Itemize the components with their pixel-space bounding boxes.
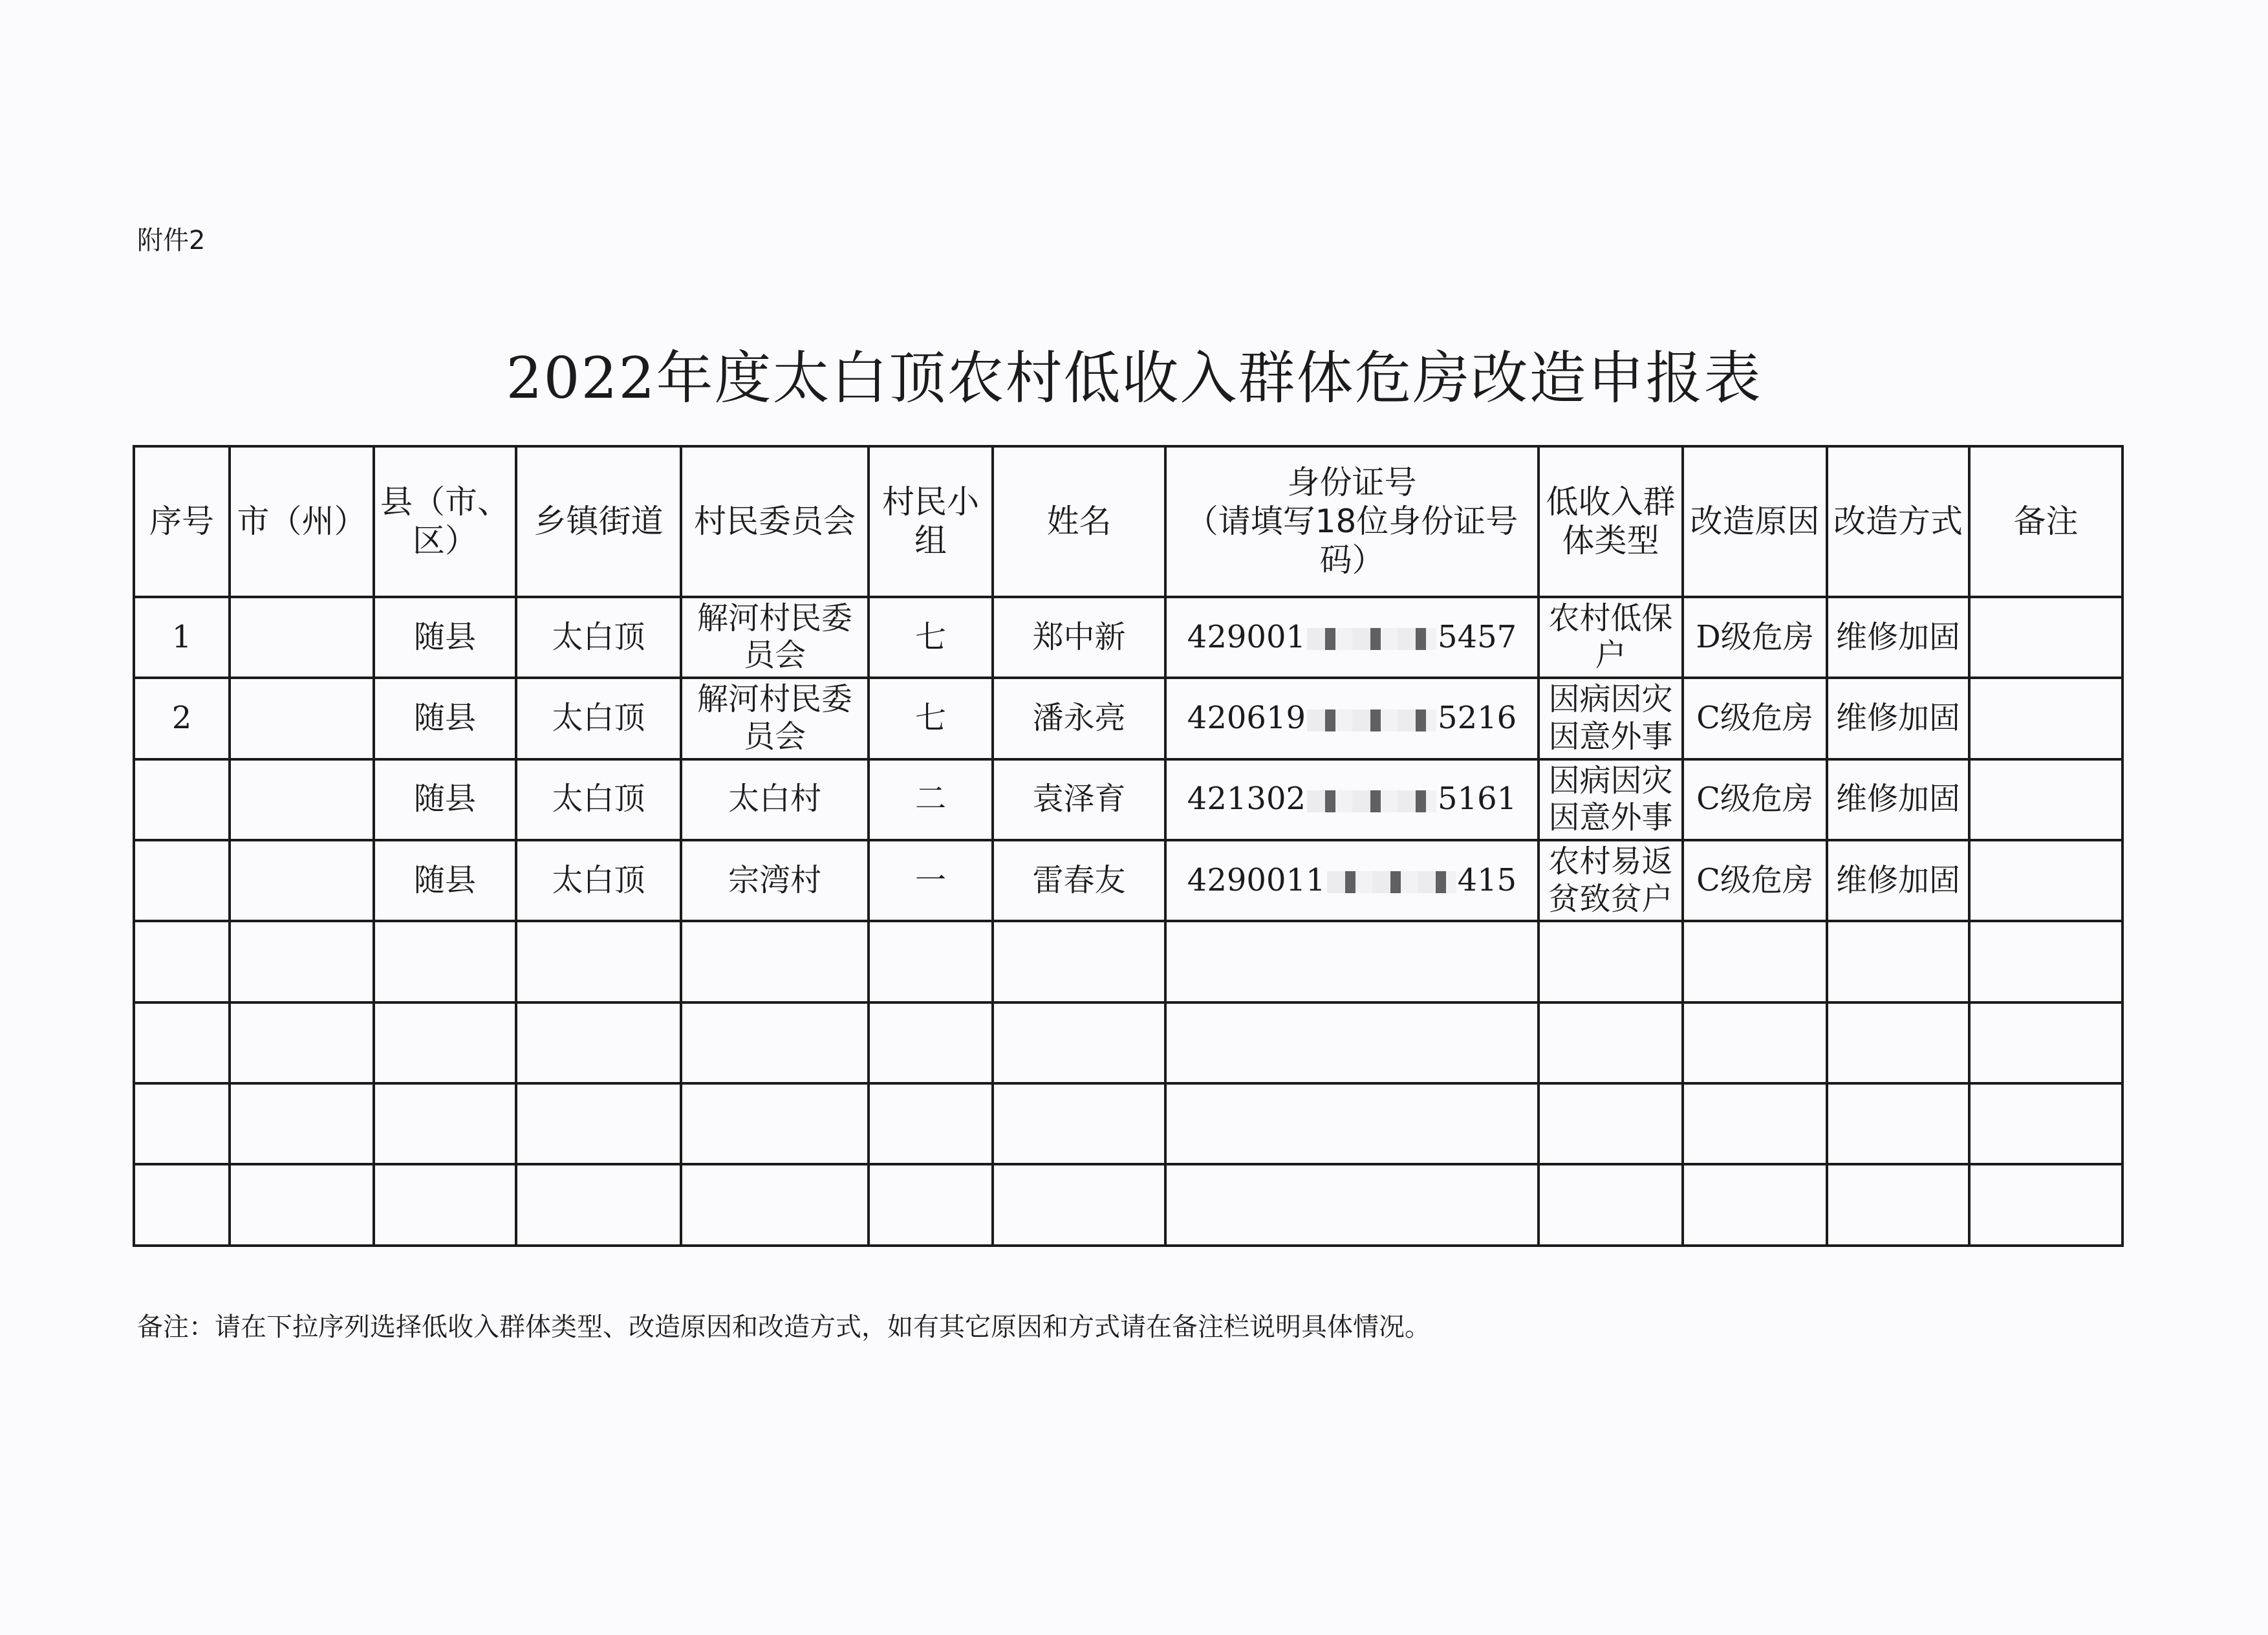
id-prefix: 421302 (1187, 781, 1306, 817)
cell-group: 二 (869, 759, 993, 840)
cell-group: 七 (869, 678, 993, 759)
cell-seq (134, 840, 230, 921)
table-header-row (134, 446, 2122, 597)
id-suffix: 415 (1457, 861, 1517, 898)
empty-row (134, 1164, 2122, 1246)
header-remark: 备注 (1969, 446, 2122, 597)
cell-type: 因病因灾因意外事 (1539, 759, 1683, 840)
cell-reason: C级危房 (1683, 678, 1827, 759)
cell-seq: 2 (134, 678, 230, 759)
id-mask (1307, 628, 1436, 650)
header-committee: 村民委员会 (681, 446, 869, 597)
header-county: 县（市、区） (374, 446, 516, 597)
cell-name: 郑中新 (993, 597, 1165, 678)
header-city: 市（州） (230, 446, 374, 597)
cell-id-number (1165, 597, 1539, 678)
table-row (134, 840, 2122, 921)
cell-type: 因病因灾因意外事 (1539, 678, 1683, 759)
table-row (134, 678, 2122, 759)
page-title: 2022年度太白顶农村低收入群体危房改造申报表 (506, 345, 1762, 411)
id-suffix: 5161 (1438, 781, 1517, 817)
cell-city (230, 597, 374, 678)
cell-method: 维修加固 (1827, 840, 1969, 921)
cell-committee: 解河村民委员会 (681, 678, 869, 759)
table-row (134, 759, 2122, 840)
cell-group: 一 (869, 840, 993, 921)
table-row (134, 597, 2122, 678)
cell-county: 随县 (374, 678, 516, 759)
id-mask (1307, 790, 1436, 812)
header-seq: 序号 (134, 446, 230, 597)
empty-row (134, 1002, 2122, 1083)
cell-group: 七 (869, 597, 993, 678)
cell-county: 随县 (374, 759, 516, 840)
footnote: 备注：请在下拉序列选择低收入群体类型、改造原因和改造方式，如有其它原因和方式请在备注栏说明具体情况。 (137, 1312, 1431, 1342)
cell-id-number (1165, 759, 1539, 840)
cell-id-number (1165, 840, 1539, 921)
header-id-line1: 身份证号 (1287, 464, 1417, 502)
cell-town: 太白顶 (516, 840, 681, 921)
header-group: 村民小组 (869, 446, 993, 597)
empty-row (134, 1083, 2122, 1164)
empty-row (134, 921, 2122, 1002)
header-method: 改造方式 (1827, 446, 1969, 597)
header-type: 低收入群体类型 (1539, 446, 1683, 597)
id-prefix: 420619 (1187, 700, 1306, 737)
header-id-number (1165, 446, 1539, 597)
cell-city (230, 840, 374, 921)
cell-name: 潘永亮 (993, 678, 1165, 759)
cell-town: 太白顶 (516, 678, 681, 759)
cell-town: 太白顶 (516, 759, 681, 840)
cell-name: 袁泽育 (993, 759, 1165, 840)
cell-id-number (1165, 678, 1539, 759)
id-suffix: 5457 (1438, 618, 1517, 655)
header-id-line2: （请填写18位身份证号码） (1185, 503, 1518, 579)
application-table (133, 445, 2124, 1247)
cell-seq (134, 759, 230, 840)
id-mask (1307, 709, 1436, 731)
cell-method: 维修加固 (1827, 678, 1969, 759)
cell-committee: 宗湾村 (681, 840, 869, 921)
cell-reason: C级危房 (1683, 840, 1827, 921)
header-reason: 改造原因 (1683, 446, 1827, 597)
cell-remark (1969, 597, 2122, 678)
cell-remark (1969, 759, 2122, 840)
header-town: 乡镇街道 (516, 446, 681, 597)
cell-reason: C级危房 (1683, 759, 1827, 840)
id-suffix: 5216 (1438, 700, 1517, 737)
id-mask (1327, 871, 1456, 893)
id-prefix: 4290011 (1187, 861, 1326, 898)
cell-county: 随县 (374, 597, 516, 678)
cell-county: 随县 (374, 840, 516, 921)
cell-city (230, 678, 374, 759)
cell-town: 太白顶 (516, 597, 681, 678)
cell-committee: 太白村 (681, 759, 869, 840)
cell-remark (1969, 678, 2122, 759)
cell-method: 维修加固 (1827, 597, 1969, 678)
id-prefix: 429001 (1187, 618, 1306, 655)
cell-type: 农村低保户 (1539, 597, 1683, 678)
cell-type: 农村易返贫致贫户 (1539, 840, 1683, 921)
cell-name: 雷春友 (993, 840, 1165, 921)
cell-committee: 解河村民委员会 (681, 597, 869, 678)
cell-seq: 1 (134, 597, 230, 678)
attachment-label: 附件2 (137, 226, 206, 255)
cell-reason: D级危房 (1683, 597, 1827, 678)
cell-city (230, 759, 374, 840)
header-name: 姓名 (993, 446, 1165, 597)
cell-method: 维修加固 (1827, 759, 1969, 840)
cell-remark (1969, 840, 2122, 921)
